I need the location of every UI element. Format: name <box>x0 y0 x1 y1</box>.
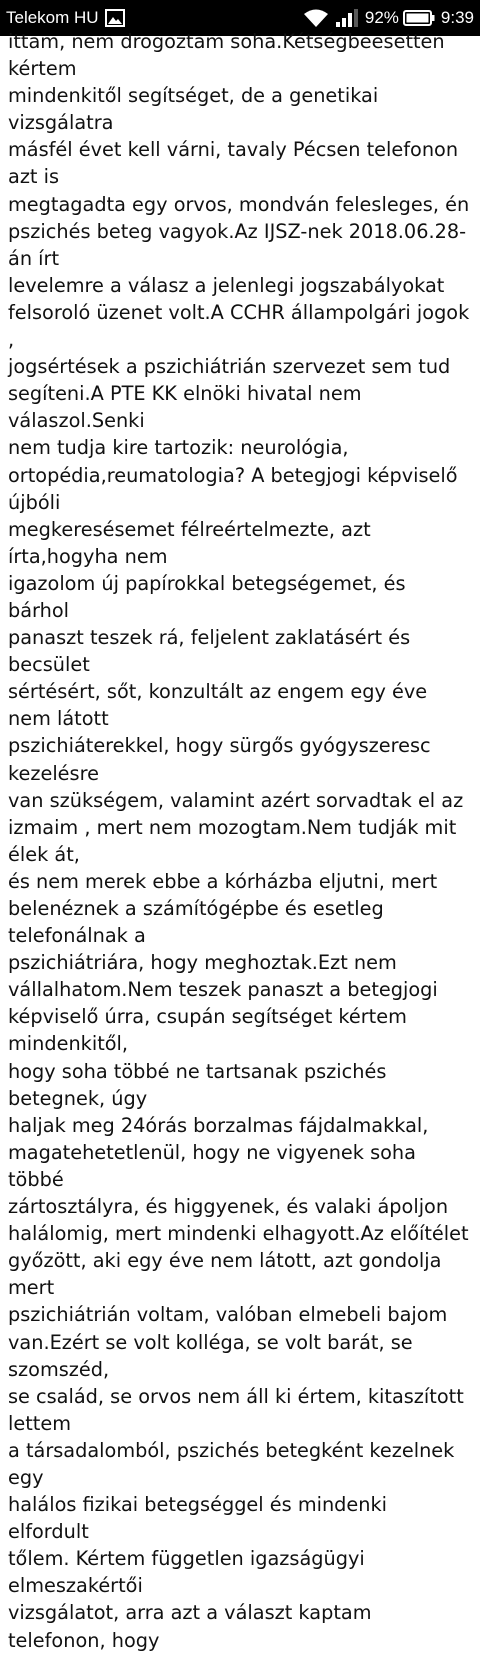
battery-indicator <box>365 8 435 28</box>
article-body: ittam, nem drogoztam soha.Kétségbeesetten kértem mindenkitől segítséget, de a genetikai vizsgálatra másfél évet kell várni, tavaly Pécsen telefonon azt is megtagadta egy orvos, mondván felesleges, én pszichés beteg vagyok.Az IJSZ-nek 2018.06.28-án írt levelemre a válasz a jelenlegi jogszabályokat felsoroló üzenet volt.A CCHR állampolgári jogok , jogsértések a pszichiátrián szervezet sem tud segíteni.A PTE KK elnöki hivatal nem válaszol.Senki nem tudja kire tartozik: neurológia, ortopédia,reumatologia? A betegjogi képviselő újbóli megkeresésemet félreértelmezte, azt írta,hogyha nem igazolom új papírokkal betegségemet, és bárhol panaszt teszek rá, feljelent zaklatásért és becsület sértésért, sőt, konzultált az engem egy éve nem látott pszichiáterekkel, hogy sürgős gyógyszeresc kezelésre van szükségem, valamint azért sorvadtak el az izmaim , mert nem mozogtam.Nem tudják mit élek át, és nem merek ebbe a kórházba eljutni, mert belenéznek a számítógépbe és esetleg telefonálnak a pszichiátriára, hogy meghoztak.Ezt nem vállalhatom.Nem teszek panaszt a betegjogi képviselő úrra, csupán segítséget kértem mindenkitől, hogy soha többé ne tartsanak pszichés betegnek, úgy haljak meg 24órás borzalmas fájdalmakkal, magatehetetlenül, hogy ne vigyenek soha többé zártosztályra, és higgyenek, és valaki ápoljon halálomig, mert mindenki elhagyott.Az előítélet győzött, aki egy éve nem látott, azt gondolja mert pszichiátrián voltam, valóban elmebeli bajom van.Ezért se volt kolléga, se volt barát, se szomszéd, se család, se orvos nem áll ki értem, kitaszított lettem a társadalomból, pszichés betegként kezelnek egy halálos fizikai betegséggel és mindenki elfordult tőlem. Kértem független igazságügyi elmeszakértői vizsgálatot, arra azt a választ kaptam telefonon, hogy <box>8 30 470 1652</box>
image-icon <box>105 9 125 27</box>
carrier-name: Telekom HU <box>6 8 99 27</box>
article-content <box>0 30 480 1652</box>
clock: 9:39 <box>440 8 474 27</box>
signal-icon <box>335 8 359 28</box>
battery-percent: 92% <box>364 8 399 27</box>
battery-icon <box>403 9 435 27</box>
status-bar-left <box>0 8 125 28</box>
wifi-icon <box>303 8 329 28</box>
status-bar-right <box>303 8 480 28</box>
